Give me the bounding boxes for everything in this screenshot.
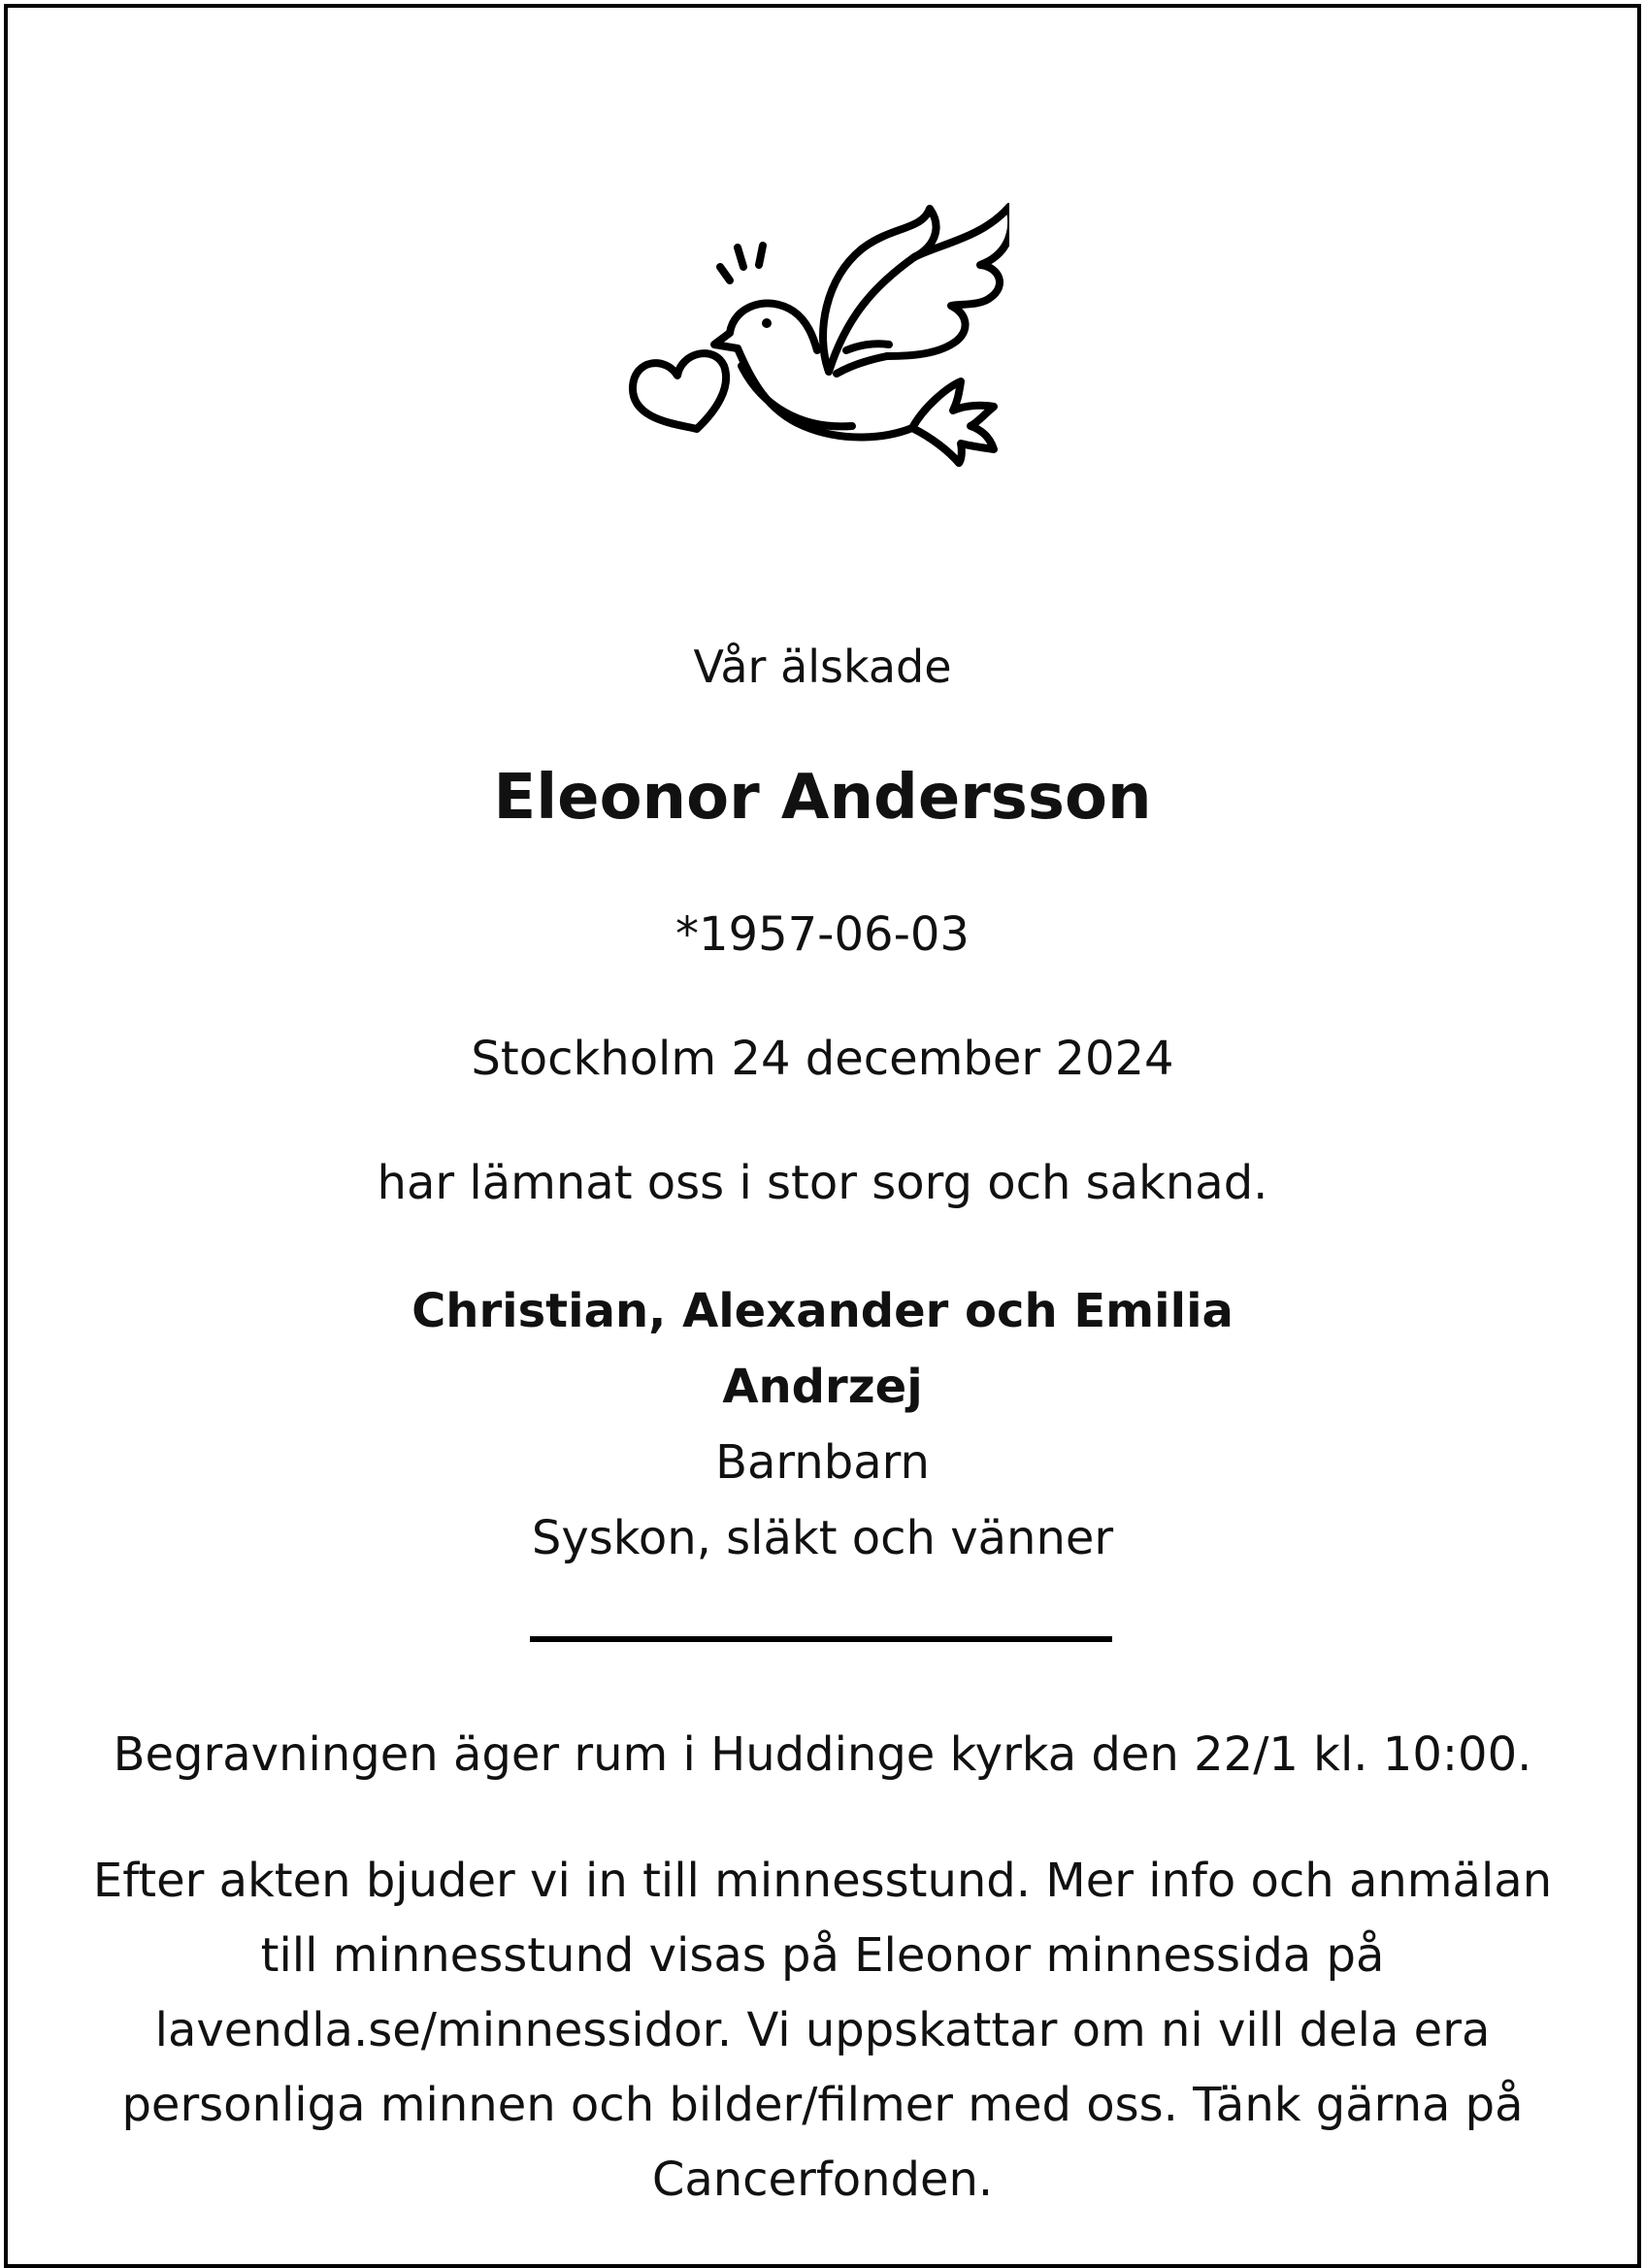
info-line: till minnesstund visas på Eleonor minnessida på <box>260 1928 1385 1983</box>
mourners-list <box>0 1273 1645 1576</box>
info-line: personliga minnen och bilder/filmer med oss. Tänk gärna på <box>121 2078 1524 2132</box>
birth-date: *1957-06-03 <box>675 907 970 962</box>
mourner-line: Barnbarn <box>715 1435 930 1490</box>
memorial-info-paragraph <box>39 1844 1606 2218</box>
info-line: Cancerfonden. <box>651 2153 994 2207</box>
death-place-date: Stockholm 24 december 2024 <box>471 1032 1174 1086</box>
funeral-info: Begravningen äger rum i Huddinge kyrka den 22/1 kl. 10:00. <box>113 1727 1532 1782</box>
info-line: Efter akten bjuder vi in till minnesstund. Mer info och anmälan <box>92 1854 1553 1908</box>
mourner-line: Christian, Alexander och Emilia <box>411 1284 1234 1338</box>
dove-with-heart-icon <box>621 150 1009 490</box>
intro-text: Vår älskade <box>693 641 952 693</box>
deceased-name: Eleonor Andersson <box>493 762 1152 834</box>
mourner-line: Andrzej <box>722 1360 923 1414</box>
grief-statement: har lämnat oss i stor sorg och saknad. <box>377 1156 1268 1210</box>
mourner-line: Syskon, släkt och vänner <box>531 1511 1114 1565</box>
divider-line <box>530 1636 1112 1642</box>
info-line: lavendla.se/minnessidor. Vi uppskattar om ni vill dela era <box>154 2003 1491 2057</box>
